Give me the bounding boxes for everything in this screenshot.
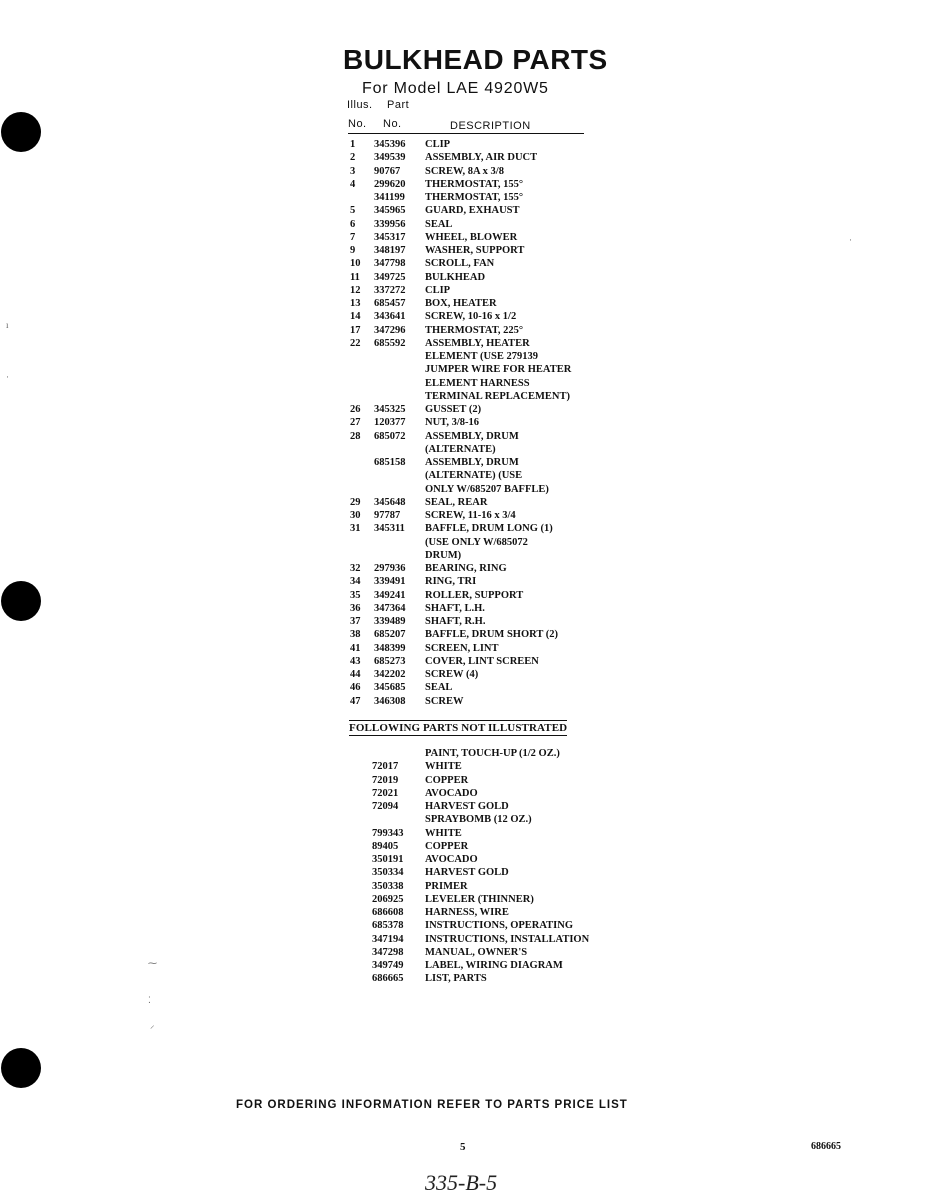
illus-number: 44 bbox=[350, 669, 361, 680]
document-number: 686665 bbox=[811, 1141, 841, 1152]
illus-number: 38 bbox=[350, 629, 361, 641]
illus-number: 37 bbox=[350, 616, 361, 627]
part-number: 350338 bbox=[372, 880, 404, 892]
part-description: DRUM) bbox=[425, 549, 462, 561]
part-number: 345317 bbox=[374, 231, 406, 243]
part-description: WHITE bbox=[425, 761, 462, 773]
part-description: CLIP bbox=[425, 139, 451, 150]
part-description: HARVEST GOLD bbox=[425, 801, 509, 812]
part-number: 72021 bbox=[372, 787, 399, 799]
part-description: SEAL bbox=[425, 682, 453, 694]
part-number: 348197 bbox=[374, 245, 406, 256]
part-description: THERMOSTAT, 225° bbox=[425, 324, 524, 336]
part-description: HARNESS, WIRE bbox=[425, 907, 509, 918]
illus-number: 43 bbox=[350, 655, 361, 667]
part-number: 686665 bbox=[372, 973, 404, 985]
part-description: ELEMENT HARNESS bbox=[425, 377, 530, 389]
part-description: SCREW (4) bbox=[425, 669, 479, 680]
part-description: CLIP bbox=[425, 284, 451, 296]
part-number: 339491 bbox=[374, 576, 406, 588]
illus-number: 9 bbox=[350, 245, 356, 256]
illus-number: 13 bbox=[350, 298, 361, 309]
illus-number: 1 bbox=[350, 139, 356, 150]
page-title: BULKHEAD PARTS bbox=[343, 44, 608, 75]
illus-label: Illus. bbox=[347, 99, 373, 111]
part-description: SCREW, 8A x 3/8 bbox=[425, 165, 504, 177]
punch-hole-middle bbox=[1, 581, 41, 621]
part-description: AVOCADO bbox=[425, 854, 478, 865]
part-description: LIST, PARTS bbox=[425, 973, 487, 985]
scan-mark: ⁚ bbox=[148, 995, 151, 1005]
model-subtitle: For Model LAE 4920W5 bbox=[362, 80, 549, 97]
part-number: 347364 bbox=[374, 602, 406, 614]
illus-number: 29 bbox=[350, 496, 361, 508]
no-label-part: No. bbox=[383, 118, 402, 130]
part-description: INSTRUCTIONS, INSTALLATION bbox=[425, 933, 590, 945]
part-description: SEAL, REAR bbox=[425, 496, 488, 508]
part-number: 347798 bbox=[374, 258, 406, 270]
illus-number: 7 bbox=[350, 231, 356, 243]
illus-number: 6 bbox=[350, 218, 356, 230]
part-description: LEVELER (THINNER) bbox=[425, 893, 534, 905]
illus-number: 14 bbox=[350, 311, 361, 323]
part-number: 120377 bbox=[374, 417, 406, 429]
part-number: 685378 bbox=[372, 920, 404, 932]
illus-number: 3 bbox=[350, 165, 356, 177]
part-description: HARVEST GOLD bbox=[425, 867, 509, 879]
part-description: TERMINAL REPLACEMENT) bbox=[425, 390, 570, 402]
part-description: ASSEMBLY, AIR DUCT bbox=[425, 152, 538, 164]
part-description: COPPER bbox=[425, 840, 469, 852]
part-description: (ALTERNATE) (USE bbox=[425, 470, 523, 482]
part-number: 347296 bbox=[374, 324, 406, 336]
part-description: BULKHEAD bbox=[425, 271, 486, 283]
part-description: SCREW bbox=[425, 695, 464, 707]
part-number: 347298 bbox=[372, 946, 404, 958]
part-description: LABEL, WIRING DIAGRAM bbox=[425, 960, 563, 971]
part-number: 350334 bbox=[372, 867, 404, 879]
part-description: ASSEMBLY, DRUM bbox=[425, 430, 519, 442]
part-number: 345311 bbox=[374, 523, 405, 535]
illus-number: 41 bbox=[350, 642, 361, 654]
illus-number: 2 bbox=[350, 152, 356, 164]
scan-mark: · bbox=[6, 372, 9, 382]
part-description: SPRAYBOMB (12 OZ.) bbox=[425, 814, 532, 826]
part-description: PAINT, TOUCH-UP (1/2 OZ.) bbox=[425, 748, 560, 759]
part-description: WHEEL, BLOWER bbox=[425, 231, 518, 243]
illus-number: 36 bbox=[350, 602, 361, 614]
part-description: WASHER, SUPPORT bbox=[425, 245, 525, 256]
illus-number: 30 bbox=[350, 510, 361, 521]
scan-mark: ⸝ bbox=[150, 1020, 155, 1030]
part-description: SCREW, 10-16 x 1/2 bbox=[425, 311, 517, 323]
part-description: NUT, 3/8-16 bbox=[425, 417, 480, 429]
part-number: 339956 bbox=[374, 218, 406, 230]
part-number: 299620 bbox=[374, 178, 406, 190]
part-description: COPPER bbox=[425, 774, 469, 786]
part-number: 350191 bbox=[372, 854, 404, 865]
part-description: SCROLL, FAN bbox=[425, 258, 495, 270]
part-description: WHITE bbox=[425, 827, 462, 839]
part-description: SHAFT, R.H. bbox=[425, 616, 486, 627]
part-number: 72017 bbox=[372, 761, 399, 773]
part-description: PRIMER bbox=[425, 880, 468, 892]
part-description: BAFFLE, DRUM LONG (1) bbox=[425, 523, 553, 535]
part-number: 72019 bbox=[372, 774, 399, 786]
part-description: BAFFLE, DRUM SHORT (2) bbox=[425, 629, 559, 641]
part-number: 342202 bbox=[374, 669, 406, 680]
handwritten-note-text: 335-B-5 bbox=[425, 1170, 498, 1195]
part-description: SHAFT, L.H. bbox=[425, 602, 485, 614]
page-number: 5 bbox=[460, 1141, 466, 1153]
part-number: 343641 bbox=[374, 311, 406, 323]
part-number: 685158 bbox=[374, 457, 406, 468]
scan-mark: ⁓ bbox=[148, 958, 157, 968]
part-description: INSTRUCTIONS, OPERATING bbox=[425, 920, 573, 932]
illus-number: 28 bbox=[350, 430, 361, 442]
punch-hole-bottom bbox=[1, 1048, 41, 1088]
part-number: 297936 bbox=[374, 563, 406, 574]
part-description: JUMPER WIRE FOR HEATER bbox=[425, 364, 572, 376]
part-number: 206925 bbox=[372, 893, 404, 905]
illus-number: 27 bbox=[350, 417, 361, 429]
part-description: ASSEMBLY, HEATER bbox=[425, 337, 530, 349]
part-number: 72094 bbox=[372, 801, 399, 812]
part-number: 685207 bbox=[374, 629, 406, 641]
scan-mark: · bbox=[849, 235, 852, 245]
part-number: 349539 bbox=[374, 152, 406, 164]
part-description: ONLY W/685207 BAFFLE) bbox=[425, 483, 549, 495]
illus-number: 12 bbox=[350, 284, 361, 296]
illus-number: 17 bbox=[350, 324, 361, 336]
part-number: 89405 bbox=[372, 840, 399, 852]
illus-number: 5 bbox=[350, 205, 356, 217]
description-label: DESCRIPTION bbox=[450, 120, 531, 132]
part-number: 349725 bbox=[374, 271, 406, 283]
part-description: ASSEMBLY, DRUM bbox=[425, 457, 519, 468]
part-number: 345648 bbox=[374, 496, 406, 508]
part-number: 686608 bbox=[372, 907, 404, 918]
illus-number: 11 bbox=[350, 271, 360, 283]
part-number: 345965 bbox=[374, 205, 406, 217]
ordering-note: FOR ORDERING INFORMATION REFER TO PARTS PRICE LIST bbox=[236, 1099, 628, 1111]
part-number: 345396 bbox=[374, 139, 406, 150]
part-number: 685592 bbox=[374, 337, 406, 349]
part-description: (ALTERNATE) bbox=[425, 443, 496, 455]
scan-mark: ı bbox=[6, 320, 9, 330]
part-number: 685457 bbox=[374, 298, 406, 309]
illus-number: 10 bbox=[350, 258, 361, 270]
part-label: Part bbox=[387, 99, 410, 111]
part-number: 339489 bbox=[374, 616, 406, 627]
part-description: AVOCADO bbox=[425, 787, 478, 799]
part-description: ELEMENT (USE 279139 bbox=[425, 351, 538, 362]
part-number: 90767 bbox=[374, 165, 401, 177]
part-number: 345685 bbox=[374, 682, 406, 694]
part-description: ROLLER, SUPPORT bbox=[425, 589, 524, 601]
part-description: COVER, LINT SCREEN bbox=[425, 655, 539, 667]
part-number: 349749 bbox=[372, 960, 404, 971]
part-number: 685072 bbox=[374, 430, 406, 442]
part-description: GUARD, EXHAUST bbox=[425, 205, 520, 217]
part-description: SEAL bbox=[425, 218, 453, 230]
illus-number: 46 bbox=[350, 682, 361, 694]
illus-number: 34 bbox=[350, 576, 361, 588]
part-description: MANUAL, OWNER'S bbox=[425, 946, 528, 958]
punch-hole-top bbox=[1, 112, 41, 152]
part-number: 345325 bbox=[374, 404, 406, 415]
header-rule bbox=[348, 133, 584, 134]
part-description: RING, TRI bbox=[425, 576, 477, 588]
illus-number: 4 bbox=[350, 178, 356, 190]
part-description: THERMOSTAT, 155° bbox=[425, 192, 524, 203]
no-label-illus: No. bbox=[348, 118, 367, 130]
part-description: THERMOSTAT, 155° bbox=[425, 178, 524, 190]
illus-number: 35 bbox=[350, 589, 361, 601]
part-description: (USE ONLY W/685072 bbox=[425, 536, 528, 548]
illus-number: 31 bbox=[350, 523, 361, 535]
part-number: 97787 bbox=[374, 510, 401, 521]
part-description: BOX, HEATER bbox=[425, 298, 497, 309]
part-description: SCREW, 11-16 x 3/4 bbox=[425, 510, 516, 521]
part-description: SCREEN, LINT bbox=[425, 642, 499, 654]
illus-number: 22 bbox=[350, 337, 361, 349]
part-number: 799343 bbox=[372, 827, 404, 839]
illus-number: 47 bbox=[350, 695, 361, 707]
part-number: 346308 bbox=[374, 695, 406, 707]
part-number: 349241 bbox=[374, 589, 406, 601]
part-number: 348399 bbox=[374, 642, 406, 654]
part-number: 685273 bbox=[374, 655, 406, 667]
not-illustrated-heading: FOLLOWING PARTS NOT ILLUSTRATED bbox=[349, 722, 568, 734]
part-description: GUSSET (2) bbox=[425, 404, 482, 415]
handwritten-note-svg bbox=[423, 1170, 538, 1196]
part-number: 341199 bbox=[374, 192, 405, 203]
handwritten-note bbox=[423, 1170, 538, 1201]
illus-number: 32 bbox=[350, 563, 361, 574]
part-number: 337272 bbox=[374, 284, 406, 296]
part-number: 347194 bbox=[372, 933, 404, 945]
illus-number: 26 bbox=[350, 404, 361, 415]
part-description: BEARING, RING bbox=[425, 563, 507, 574]
